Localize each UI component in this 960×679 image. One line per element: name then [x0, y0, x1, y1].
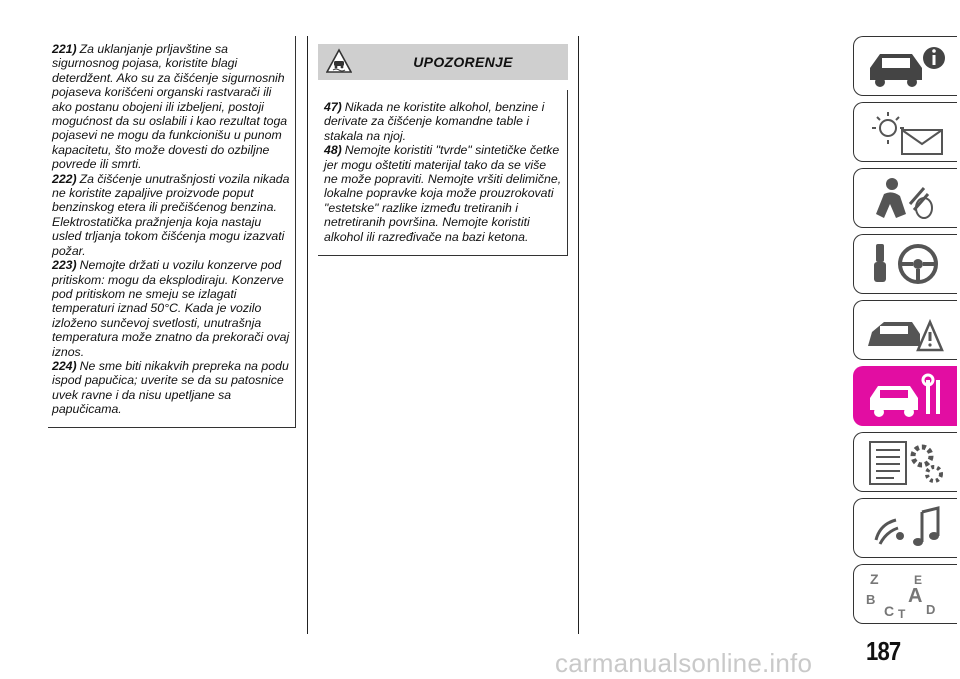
svg-text:B: B: [866, 592, 876, 607]
tab-maintenance[interactable]: [853, 366, 957, 426]
tab-car-info[interactable]: [853, 36, 957, 96]
warning-lights-icon: [862, 108, 952, 158]
tab-emergency[interactable]: [853, 300, 957, 360]
tab-safety[interactable]: [853, 168, 957, 228]
column-divider-1: [307, 36, 308, 634]
index-icon: [862, 570, 952, 620]
svg-text:Z: Z: [870, 571, 879, 587]
notes-box: [48, 36, 296, 428]
column-divider-2: [578, 36, 579, 634]
tab-starting-driving[interactable]: [853, 234, 957, 294]
warning-note-47: 47) Nikada ne koristite alkohol, benzine i derivate za čišćenje komandne table i stakala na njoj.: [324, 100, 545, 143]
note-222: 222) Za čišćenje unutrašnjosti vozila nikada ne koristite zapaljive proizvode poput benzinskog etera ili prečišćenog benzina. Elektrostatička pražnjenja koja nastaju usled trljanja tokom čišćenja mogu izazvati požar.: [52, 171, 290, 258]
breakdown-icon: [862, 306, 952, 356]
tab-warning-lights[interactable]: [853, 102, 957, 162]
svg-text:E: E: [914, 573, 923, 587]
svg-text:D: D: [926, 602, 936, 617]
slippery-road-warning-icon: [326, 48, 352, 74]
note-221: 221) Za uklanjanje prljavštine sa sigurnosnog pojasa, koristite blagi deterdžent. Ako su za čišćenje sigurnosnih pojaseva korišćeni organski rastvarači ili ako postanu obojeni ili izbeljeni, postoji mogućnost da su oslabili i kao rezultat toga pojasevi ne mogu da funkcionišu u punom kapacitetu, što može dovesti do ozbiljne povrede ili smrti.: [52, 42, 288, 172]
warning-title: UPOZORENJE: [413, 54, 513, 70]
airbag-safety-icon: [862, 174, 952, 224]
key-steering-wheel-icon: [862, 240, 952, 290]
watermark: carmanualsonline.info: [555, 648, 813, 678]
svg-text:T: T: [898, 607, 906, 620]
note-223: 223) Nemojte držati u vozilu konzerve pod pritiskom: mogu da eksplodiraju. Konzerve pod pritiskom ne smeju se izlagati temperaturi iznad 50°C. Kada je vozilo izloženo sunčevoj svetlosti, unutrašnja temperatura može znatno da prekorači ovaj iznos.: [52, 258, 290, 359]
page-number: 187: [866, 636, 901, 666]
svg-text:A: A: [908, 585, 923, 607]
tab-index[interactable]: [853, 564, 957, 624]
warning-box: [318, 90, 568, 256]
tab-multimedia[interactable]: [853, 498, 957, 558]
car-info-icon: [862, 42, 952, 92]
car-maintenance-icon: [862, 372, 952, 422]
svg-text:C: C: [884, 603, 895, 619]
multimedia-icon: [862, 504, 952, 554]
warning-header: [318, 44, 568, 80]
technical-data-icon: [862, 438, 952, 488]
warning-note-48: 48) Nemojte koristiti "tvrde" sintetičke četke jer mogu oštetiti materijal tako da se više ne može popraviti. Nemojte vršiti delimične, lokalne popravke koja može prouzrokovati "estetske" razlike između tretiranih i netretiranih površina. Nemojte koristiti alkohol ili razređivače na bazi ketona.: [324, 143, 562, 244]
note-224: 224) Ne sme biti nikakvih prepreka na podu ispod papučica; uverite se da su patosnice uvek ravne i da nisu upetljane sa papučicama.: [52, 358, 289, 417]
tab-technical-data[interactable]: [853, 432, 957, 492]
